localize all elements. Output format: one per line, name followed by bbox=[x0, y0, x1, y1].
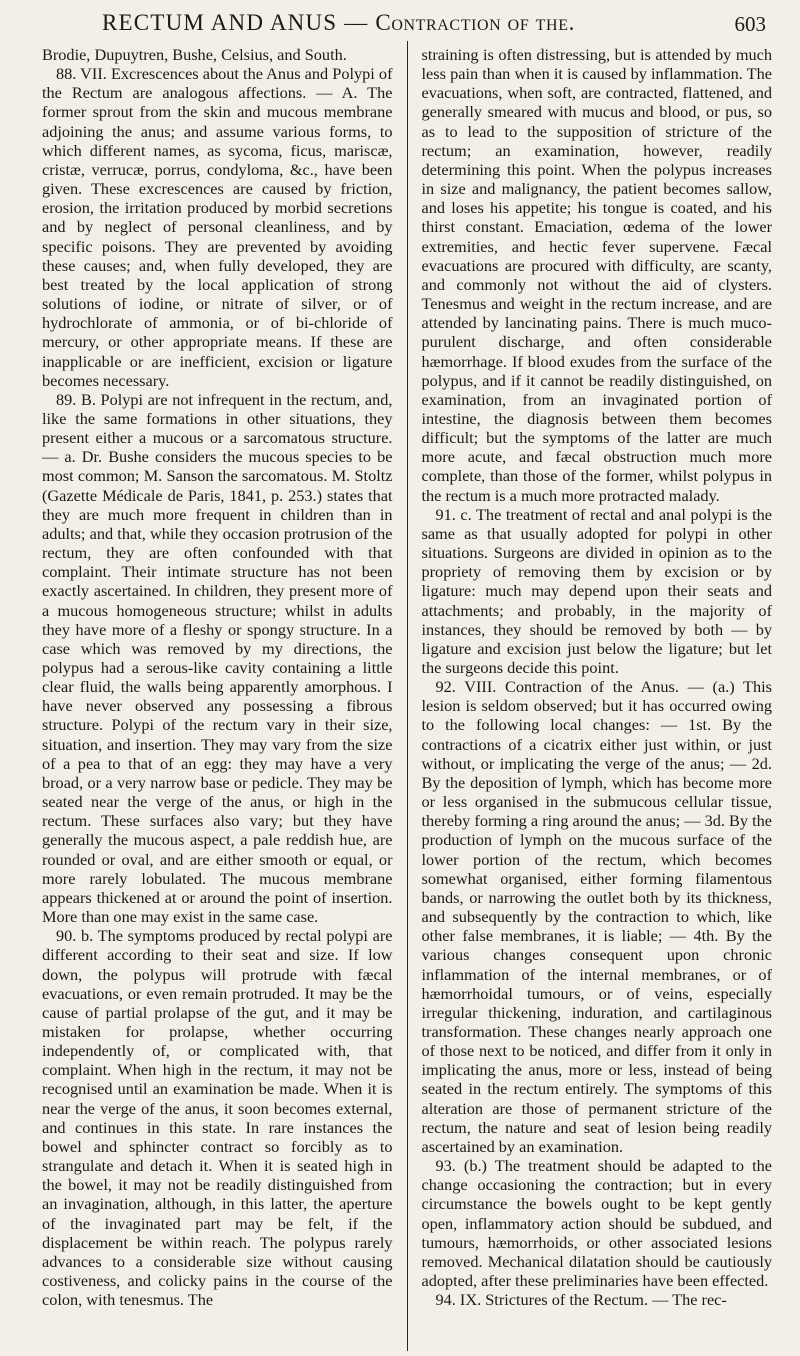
column-divider bbox=[407, 41, 408, 1351]
left-column bbox=[42, 45, 393, 1351]
paragraph-88: 88. VII. Excrescences about the Anus and Polypi of the Rectum are analogous affections. — A. The former sprout from the skin and mucous membrane adjoining the anus; and assume various forms, to which different names, as sycoma, ficus, mariscæ, cristæ, verrucæ, porrus, condyloma, &c., have been given. These excrescences are caused by friction, erosion, the irritation produced by morbid secretions and by neglect of personal cleanliness, and by specific poisons. They are prevented by avoiding these causes; and, when fully developed, they are best treated by the local application of strong solutions of iodine, or nitrate of silver, or of hydrochlorate of ammonia, or of bi-chloride of mercury, or other appropriate means. If these are inapplicable or are inefficient, excision or ligature becomes necessary. bbox=[42, 64, 393, 390]
header-subtitle: Contraction of the. bbox=[375, 10, 575, 35]
paragraph-89: 89. B. Polypi are not infrequent in the rectum, and, like the same formations in other situations, they present either a mucous or a sarcomatous structure. — a. Dr. Bushe considers the mucous species to be most common; M. Sanson the sarcomatous. M. Stoltz (Gazette Médicale de Paris, 1841, p. 253.) states that they are much more frequent in children than in adults; and that, while they occasion protrusion of the rectum, they are often confounded with that complaint. Their intimate structure has not been exactly ascertained. In children, they present more of a mucous homogeneous structure; whilst in adults they have more of a fleshy or spongy structure. In a case which was removed by my directions, the polypus had a serous-like cavity containing a little clear fluid, the walls being apparently amorphous. I have never observed any possessing a fibrous structure. Polypi of the rectum vary in their size, situation, and insertion. They may vary from the size of a pea to that of an egg: they may have a very broad, or a very narrow base or pedicle. They may be seated near the verge of the anus, or high in the rectum. These surfaces also vary; but they have generally the mucous aspect, a pale reddish hue, are rounded or oval, and are either smooth or equal, or more rarely lobulated. The mucous membrane appears thickened at or around the point of insertion. More than one may exist in the same case. bbox=[42, 389, 393, 927]
paragraph-91: 91. c. The treatment of rectal and anal polypi is the same as that usually adopted for polypi in other situations. Surgeons are divided in opinion as to the propriety of removing them by excision or by ligature: much may depend upon their seats and attachments; and probably, in the majority of instances, they should be removed by both — by ligature and excision just below the ligature; but let the surgeons decide this point. bbox=[421, 504, 772, 677]
text-columns bbox=[42, 45, 772, 1351]
running-head bbox=[42, 10, 766, 38]
paragraph-94: 94. IX. Strictures of the Rectum. — The rec- bbox=[435, 1290, 727, 1310]
paragraph-93: 93. (b.) The treatment should be adapted to the change occasioning the contraction; but in every circumstance the bowels ought to be kept gently open, inflammatory action should be subdued, and tumours, hæmorrhoids, or other associated lesions removed. Mechanical dilatation should be cautiously adopted, after these preliminaries have been effected. bbox=[421, 1156, 772, 1290]
header-title: RECTUM AND ANUS bbox=[102, 10, 338, 35]
paragraph-92: 92. VIII. Contraction of the Anus. — (a.) This lesion is seldom observed; but it has occurred owing to the following local changes: — 1st. By the contractions of a cicatrix either just within, or just without, or implicating the verge of the anus; — 2d. By the deposition of lymph, which has become more or less organised in the submucous cellular tissue, thereby forming a ring around the anus; — 3d. By the production of lymph on the mucous surface of the lower portion of the rectum, which becomes somewhat organised, either forming filamentous bands, or narrowing the outlet both by its thickness, and subsequently by the contraction to which, like other false membranes, it is liable; — 4th. By the various changes consequent upon chronic inflammation of the internal membranes, or of hæmorrhoidal tumours, or of veins, especially irregular thickening, induration, and cartilaginous transformation. These changes nearly approach one of those next to be noticed, and differ from it only in implicating the anus, more or less, instead of being seated in the rectum entirely. The symptoms of this alteration are those of permanent stricture of the rectum, the nature and seat of lesion being readily ascertained by an examination. bbox=[421, 677, 772, 1156]
paragraph-90: 90. b. The symptoms produced by rectal polypi are different according to their seat and size. If low down, the polypus will protrude with fæcal evacuations, or even remain protruded. It may be the cause of partial prolapse of the gut, and it may be mistaken for prolapse, whether occurring independently of, or complicated with, that complaint. When high in the rectum, it may not be recognised until an examination be made. When it is near the verge of the anus, it soon becomes external, and continues in this state. In rare instances the bowel and sphincter contract so forcibly as to strangulate and detach it. When it is seated high in the bowel, it may not be readily distinguished from an invagination, although, in this latter, the aperture of the invaginated part may be felt, if the displacement be within reach. The polypus rarely advances to a considerable size without causing costiveness, and colicky pains in the course of the colon, with tenesmus. The bbox=[42, 926, 393, 1310]
page-number: 603 bbox=[734, 12, 766, 36]
paragraph-90-continued: straining is often distressing, but is attended by much less pain than when it is caused by inflammation. The evacuations, when soft, are contracted, flattened, and generally smeared with mucus and blood, or pus, so as to lead to the supposition of stricture of the rectum; an examination, however, readily determining this point. When the polypus increases in size and malignancy, the patient becomes sallow, and loses his appetite; his tongue is coated, and his thirst constant. Emaciation, œdema of the lower extremities, and hectic fever supervene. Fæcal evacuations are procured with difficulty, are scanty, and commonly not without the aid of clysters. Tenesmus and weight in the rectum increase, and are attended by lancinating pains. There is much muco-purulent discharge, and often considerable hæmorrhage. If blood exudes from the surface of the polypus, and if it cannot be readily distinguished, on examination, from an invaginated portion of intestine, the diagnosis between them becomes difficult; but the symptoms of the latter are much more acute, and fæcal obstruction much more complete, than those of the former, whilst polypus in the rectum is a much more protracted malady. bbox=[421, 45, 772, 505]
running-head-title bbox=[102, 10, 575, 36]
paragraph-authorities: Brodie, Dupuytren, Bushe, Celsius, and South. bbox=[42, 45, 347, 64]
header-dash: — bbox=[337, 10, 376, 35]
right-column bbox=[422, 45, 773, 1351]
